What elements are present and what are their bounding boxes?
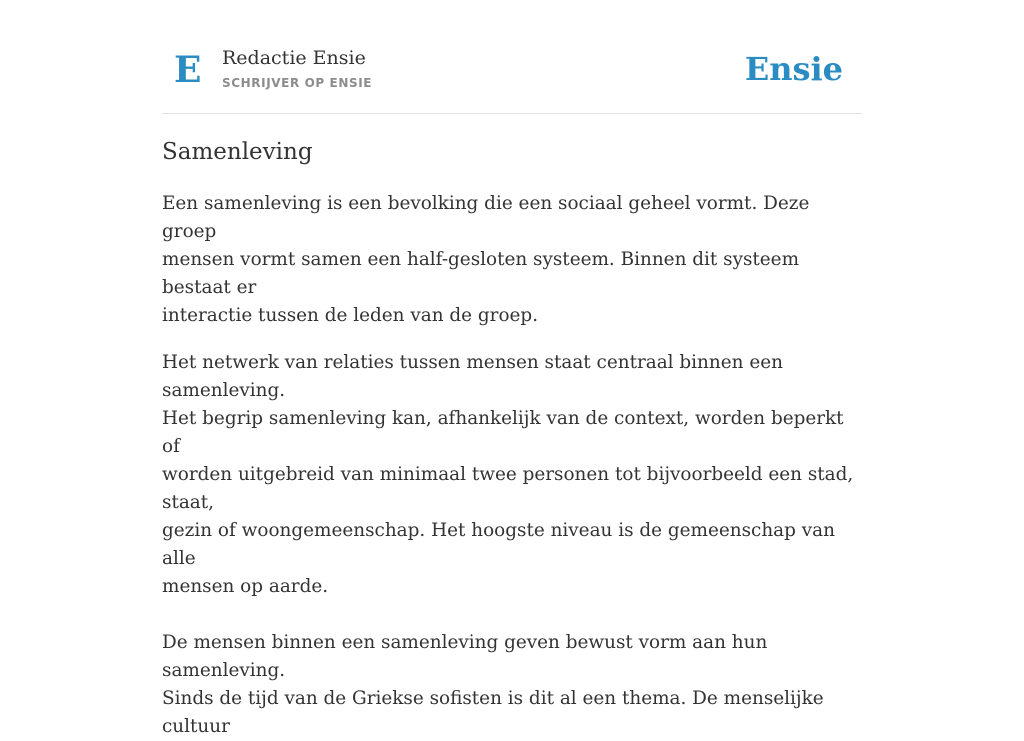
article-paragraph: Een samenleving is een bevolking die een sociaal geheel vormt. Deze groep mensen vormt samen een half-gesloten systeem. Binnen dit systeem bestaat er interactie tussen de leden van de groep.: [162, 193, 810, 326]
ensie-brand-logo[interactable]: Ensie: [744, 50, 843, 88]
article-title: Samenleving: [162, 139, 313, 165]
author-role: SCHRIJVER OP ENSIE: [222, 76, 373, 90]
ensie-logo-mark[interactable]: E: [174, 49, 202, 91]
article: [162, 136, 862, 741]
article-paragraph: Het netwerk van relaties tussen mensen staat centraal binnen een samenleving. Het begrip samenleving kan, afhankelijk van de context, worden beperkt of worden uitgebreid van minimaal twee personen tot bijvoorbeeld een stad, staat, gezin of woongemeenschap. Het hoogste niveau is de gemeenschap van alle mensen op aarde. De mensen binnen een samenleving geven bewust vorm aan hun samenleving. Sinds de tijd van de Griekse sofisten is dit al een thema. De menselijke cultuur: [162, 352, 854, 737]
author-header: [162, 34, 862, 114]
author-name[interactable]: Redactie Ensie: [222, 47, 366, 69]
